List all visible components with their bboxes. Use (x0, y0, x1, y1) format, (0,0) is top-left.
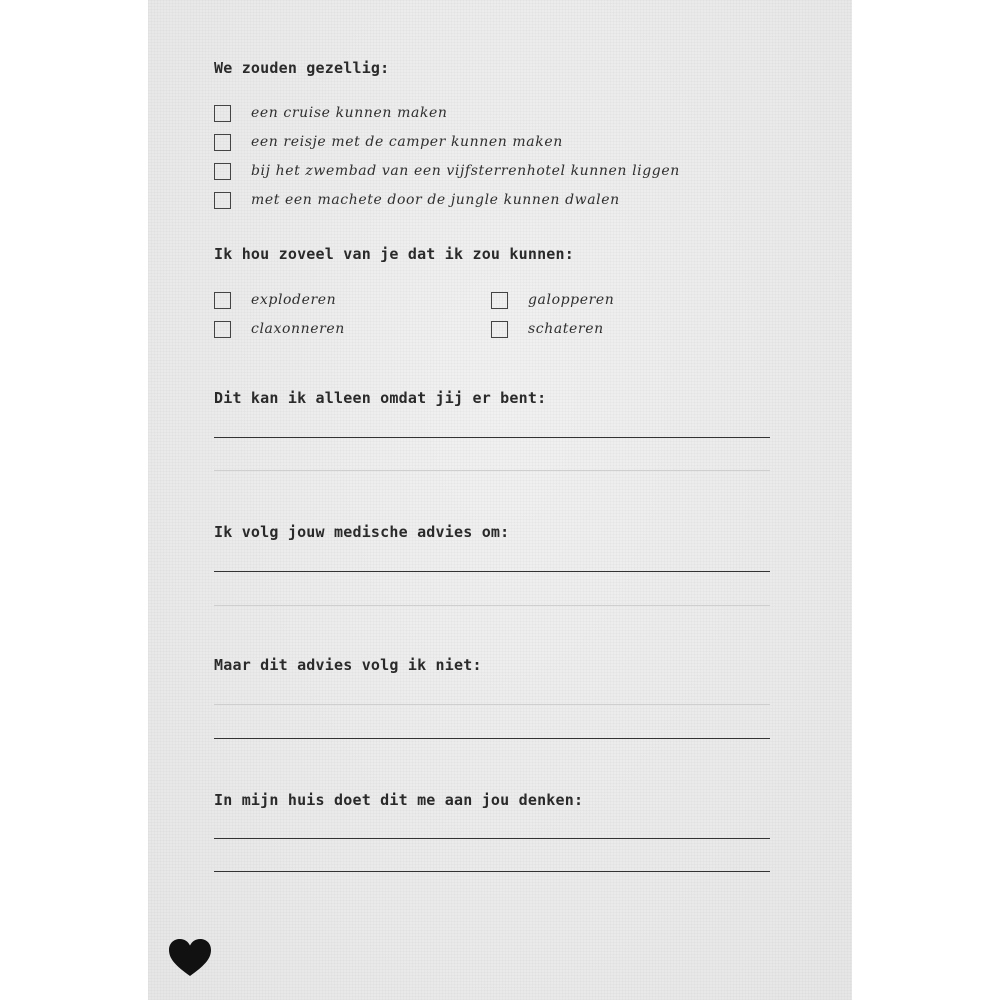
option-label: met een machete door de jungle kunnen dwalen (251, 192, 620, 208)
answer-line[interactable] (214, 838, 770, 839)
checkbox[interactable] (214, 292, 231, 309)
form-page (148, 0, 852, 1000)
checkbox[interactable] (214, 192, 231, 209)
option-cruise[interactable] (214, 101, 447, 125)
option-jungle[interactable] (214, 188, 620, 212)
section-heading-medische-advies: Ik volg jouw medische advies om: (214, 523, 510, 541)
section-heading-gezellig: We zouden gezellig: (214, 59, 390, 77)
option-zwembad[interactable] (214, 159, 680, 183)
answer-line[interactable] (214, 704, 770, 705)
section-heading-hou-van-je: Ik hou zoveel van je dat ik zou kunnen: (214, 245, 574, 263)
option-exploderen[interactable] (214, 288, 336, 312)
option-schateren[interactable] (491, 317, 604, 341)
checkbox[interactable] (214, 321, 231, 338)
heart-icon (168, 938, 212, 978)
option-label: exploderen (251, 292, 337, 308)
option-label: een cruise kunnen maken (251, 105, 448, 121)
option-galopperen[interactable] (491, 288, 614, 312)
option-label: galopperen (528, 292, 615, 308)
answer-line[interactable] (214, 571, 770, 572)
checkbox[interactable] (491, 292, 508, 309)
option-label: claxonneren (251, 321, 345, 337)
option-label: schateren (528, 321, 604, 337)
option-label: een reisje met de camper kunnen maken (251, 134, 563, 150)
section-heading-alleen-omdat: Dit kan ik alleen omdat jij er bent: (214, 389, 547, 407)
answer-line[interactable] (214, 605, 770, 606)
answer-line[interactable] (214, 871, 770, 872)
answer-line[interactable] (214, 437, 770, 438)
option-label: bij het zwembad van een vijfsterrenhotel kunnen liggen (251, 163, 680, 179)
checkbox[interactable] (214, 105, 231, 122)
checkbox[interactable] (214, 134, 231, 151)
answer-line[interactable] (214, 470, 770, 471)
option-claxonneren[interactable] (214, 317, 345, 341)
section-heading-advies-niet: Maar dit advies volg ik niet: (214, 656, 482, 674)
checkbox[interactable] (491, 321, 508, 338)
checkbox[interactable] (214, 163, 231, 180)
answer-line[interactable] (214, 738, 770, 739)
section-heading-huis: In mijn huis doet dit me aan jou denken: (214, 791, 584, 809)
option-camper[interactable] (214, 130, 563, 154)
